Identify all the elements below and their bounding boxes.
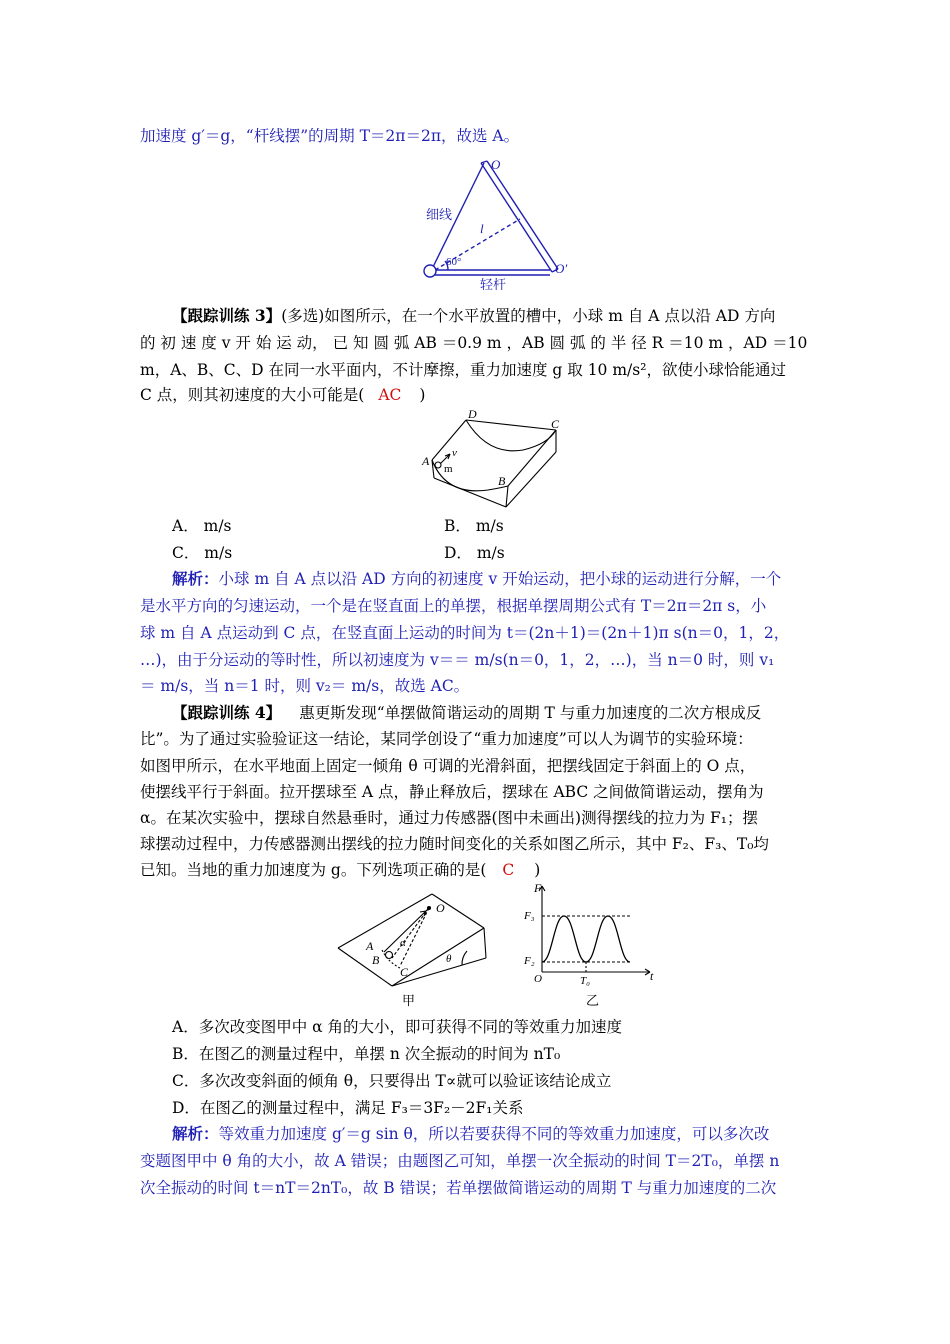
fig2-label-v: v <box>452 447 457 459</box>
fig4-label-f2: F₂ <box>524 955 535 967</box>
exercise-4-option-a: A．多次改变图甲中 α 角的大小，即可获得不同的等效重力加速度 <box>172 1018 623 1036</box>
exercise-4-option-b: B．在图乙的测量过程中，单摆 n 次全振动的时间为 nT₀ <box>172 1045 561 1063</box>
exercise-3-line-2: 的 初 速 度 v 开 始 运 动， 已 知 圆 弧 AB ＝0.9 m ，AB 圆 弧 的 半 径 R ＝10 m ，AD ＝10 <box>140 334 808 352</box>
solution-line-0: 加速度 g′＝g，“杆线摆”的周期 T＝2π＝2π，故选 A。 <box>140 127 520 145</box>
exercise-4-line-4: 使摆线平行于斜面。拉开摆球至 A 点，静止释放后，摆球在 ABC 之间做简谐运动，摆角为 <box>140 783 764 801</box>
exercise-3-option-d: D． m/s <box>444 544 505 562</box>
exercise-3-option-b: B． m/s <box>444 517 504 535</box>
exercise-4-line-7 <box>140 860 812 880</box>
exercise-3-option-a: A． m/s <box>172 517 232 535</box>
fig3-label-a: A <box>366 939 374 953</box>
solution-4-line-1 <box>172 1124 812 1144</box>
exercise-4-line-3: 如图甲所示，在水平地面上固定一倾角 θ 可调的光滑斜面，把摆线固定于斜面上的 O 点， <box>140 757 756 775</box>
fig2-label-b: B <box>498 474 506 488</box>
fig4-label-o: O <box>534 973 542 985</box>
exercise-3-line-1 <box>172 306 812 326</box>
fig3-label-o: O <box>436 901 445 915</box>
solution-4-line-3: 次全振动的时间 t＝nT＝2nT₀，故 B 错误；若单摆做简谐运动的周期 T 与重力加速度的二次 <box>140 1179 777 1197</box>
exercise-4-text-7: 已知。当地的重力加速度为 g。下列选项正确的是( <box>140 861 487 879</box>
fig3-label-theta: θ <box>446 953 452 965</box>
exercise-3-line-3: m，A、B、C、D 在同一水平面内，不计摩擦，重力加速度 g 取 10 m/s²，欲使小球恰能通过 <box>140 361 786 379</box>
solution-3-line-4: …)，由于分运动的等时性，所以初速度为 v＝＝ m/s(n＝0，1，2，…)，当 n＝0 时，则 v₁ <box>140 651 775 669</box>
fig1-label-o-prime: O′ <box>555 261 568 276</box>
exercise-4-line-5: α。在某次实验中，摆球自然悬垂时，通过力传感器(图中未画出)测得摆线的拉力为 F₁；摆 <box>140 809 758 827</box>
exercise-4-answer: C <box>502 861 515 879</box>
exercise-4-line-2: 比”。为了通过实验验证这一结论，某同学创设了“重力加速度”可以人为调节的实验环境： <box>140 730 753 748</box>
exercise-3-text-4: C 点，则其初速度的大小可能是( <box>140 386 365 404</box>
fig4-label-f3: F₃ <box>524 910 535 922</box>
fig3-label-c: C <box>400 965 409 979</box>
exercise-4-line-6: 球摆动过程中，力传感器测出摆线的拉力随时间变化的关系如图乙所示，其中 F₂、F₃、T₀均 <box>140 835 769 853</box>
exercise-3-line-4 <box>140 385 812 405</box>
solution-3-line-3: 球 m 自 A 点运动到 C 点，在竖直面上运动的时间为 t＝(2n＋1)＝(2n＋1)π s(n＝0，1，2， <box>140 624 790 642</box>
solution-3-text-1: 小球 m 自 A 点以沿 AD 方向的初速度 v 开始运动，把小球的运动进行分解，一个 <box>218 570 782 588</box>
exercise-4-option-d: D．在图乙的测量过程中，满足 F₃＝3F₂－2F₁关系 <box>172 1099 524 1117</box>
fig4-label-f: F <box>534 881 542 895</box>
solution-3-line-1 <box>172 569 812 589</box>
figure-force-time-graph <box>522 880 662 1008</box>
exercise-3-close-paren: ) <box>419 386 426 404</box>
figure-rod-thread-pendulum <box>400 155 580 290</box>
exercise-4-option-c: C．多次改变斜面的倾角 θ，只要得出 T∝就可以验证该结论成立 <box>172 1072 612 1090</box>
fig4-caption: 乙 <box>586 994 600 1008</box>
fig1-label-rod: 轻杆 <box>480 278 507 290</box>
fig2-label-c: C <box>551 417 560 431</box>
fig3-caption: 甲 <box>402 994 416 1008</box>
fig4-label-t: t <box>650 969 654 983</box>
exercise-3-answer: AC <box>378 386 402 404</box>
figure-groove <box>418 408 578 513</box>
fig4-label-t0: T₀ <box>580 975 590 987</box>
exercise-4-close-paren: ) <box>534 861 541 879</box>
fig2-label-a: A <box>422 454 430 468</box>
exercise-4-heading: 【跟踪训练 4】 <box>172 703 282 722</box>
exercise-3-heading: 【跟踪训练 3】 <box>172 306 282 325</box>
fig2-label-m: m <box>444 463 453 475</box>
exercise-3-option-c: C． m/s <box>172 544 233 562</box>
solution-3-line-5: ＝ m/s，当 n＝1 时，则 v₂＝ m/s，故选 AC。 <box>140 677 470 695</box>
exercise-3-text-1: (多选)如图所示，在一个水平放置的槽中，小球 m 自 A 点以沿 AD 方向 <box>281 307 776 325</box>
fig3-label-alpha: α <box>400 937 406 949</box>
solution-4-line-2: 变题图甲中 θ 角的大小，故 A 错误；由题图乙可知，单摆一次全振动的时间 T＝2T₀，单摆 n <box>140 1152 780 1170</box>
exercise-4-text-1: 惠更斯发现“单摆做简谐运动的周期 T 与重力加速度的二次方根成反 <box>299 704 762 722</box>
solution-4-text-1: 等效重力加速度 g′＝g sin θ，所以若要获得不同的等效重力加速度，可以多次改 <box>218 1125 770 1143</box>
figure-incline-pendulum <box>334 888 499 1008</box>
fig1-label-angle: 60° <box>446 256 462 268</box>
fig2-label-d: D <box>468 408 477 421</box>
fig1-label-thread: 细线 <box>426 208 453 223</box>
fig3-label-b: B <box>372 953 380 967</box>
fig1-label-o: O <box>491 157 501 172</box>
fig1-label-l: l <box>480 221 484 236</box>
solution-3-heading: 解析： <box>172 569 219 588</box>
exercise-4-line-1 <box>172 703 812 723</box>
solution-4-heading: 解析： <box>172 1124 219 1143</box>
solution-3-line-2: 是水平方向的匀速运动，一个是在竖直面上的单摆，根据单摆周期公式有 T＝2π＝2π s，小 <box>140 597 767 615</box>
